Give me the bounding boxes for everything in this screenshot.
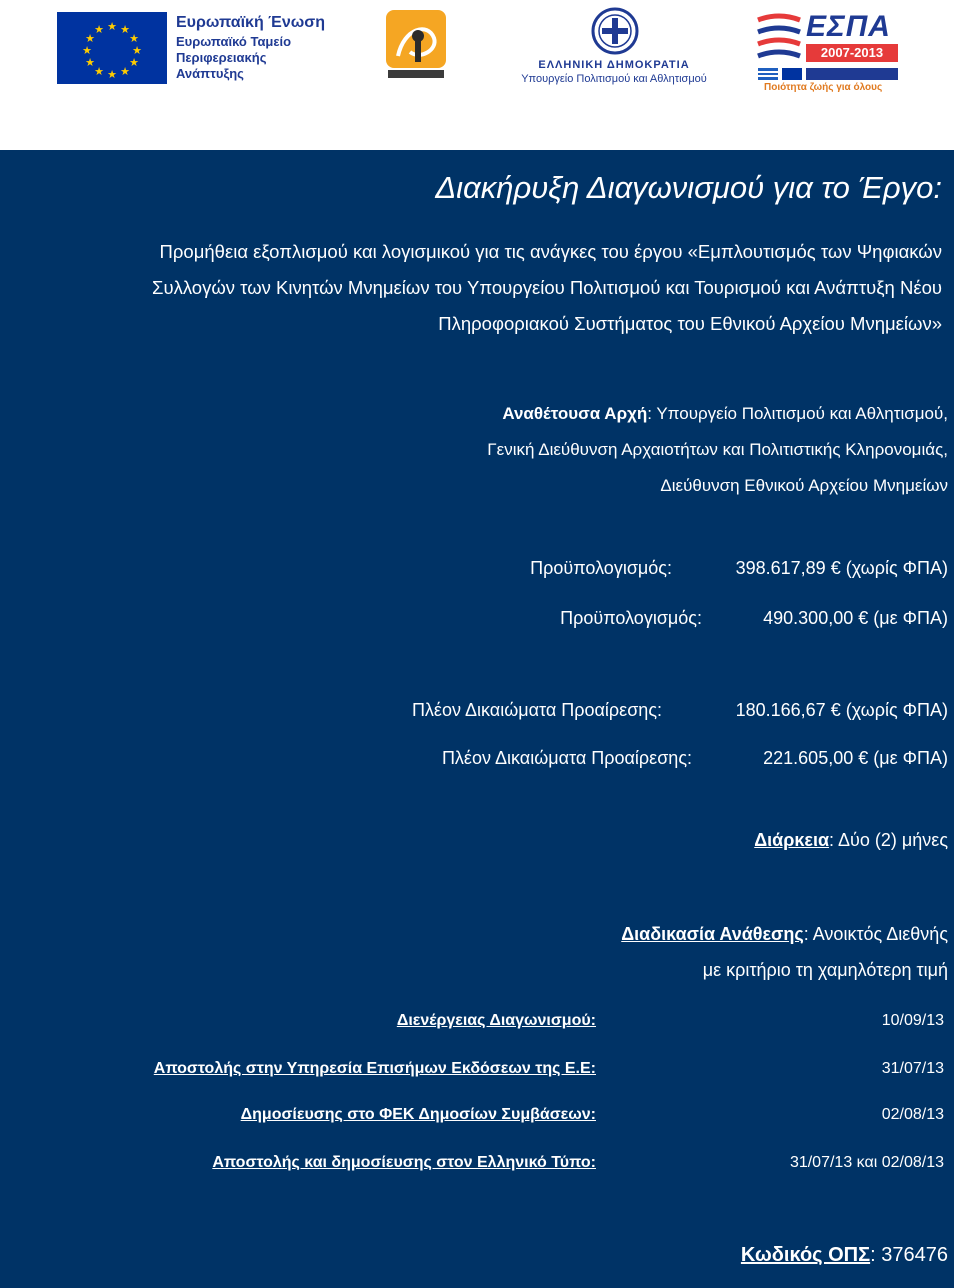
eu-fund-label: Ευρωπαϊκό Ταμείο bbox=[176, 34, 292, 49]
procedure-label: Διαδικασία Ανάθεσης bbox=[621, 924, 804, 944]
svg-text:★: ★ bbox=[120, 23, 130, 36]
date-label-2: Αποστολής στην Υπηρεσία Επισήμων Εκδόσεων της Ε.Ε: bbox=[153, 1060, 596, 1077]
svg-text:★: ★ bbox=[85, 32, 95, 45]
espa-years: 2007-2013 bbox=[806, 44, 898, 62]
espa-motto: Ποιότητα ζωής για όλους bbox=[764, 82, 883, 93]
authority-line-2: Γενική Διεύθυνση Αρχαιοτήτων και Πολιτιστικής Κληρονομιάς, bbox=[487, 440, 948, 459]
date-label-1: Διενέργειας Διαγωνισμού: bbox=[396, 1012, 596, 1029]
ops-code-label: Κωδικός ΟΠΣ bbox=[740, 1244, 871, 1266]
duration-value: Δύο (2) μήνες bbox=[838, 830, 948, 850]
budget-value-2: 490.300,00 € (με ΦΠΑ) bbox=[763, 608, 948, 628]
document-title: Διακήρυξη Διαγωνισμού για το Έργο: bbox=[435, 170, 942, 205]
option-label-2: Πλέον Δικαιώματα Προαίρεσης: bbox=[441, 748, 692, 768]
svg-text:★: ★ bbox=[85, 56, 95, 69]
duration-label: Διάρκεια bbox=[754, 830, 830, 850]
option-value-1: 180.166,67 € (χωρίς ΦΠΑ) bbox=[735, 700, 948, 720]
award-procedure: Διαδικασία Ανάθεσης: Ανοικτός Διεθνής bbox=[621, 924, 948, 944]
budget-label-1: Προϋπολογισμός: bbox=[530, 558, 672, 578]
authority-label: Αναθέτουσα Αρχή bbox=[502, 404, 648, 423]
eu-fund-text bbox=[176, 12, 346, 82]
budget-value-1: 398.617,89 € (χωρίς ΦΠΑ) bbox=[735, 558, 948, 578]
greek-republic-text bbox=[490, 58, 738, 86]
svg-text:★: ★ bbox=[107, 20, 117, 33]
budget-label-2: Προϋπολογισμός: bbox=[560, 608, 702, 628]
espa-logo bbox=[754, 10, 904, 98]
project-subject bbox=[152, 234, 942, 342]
date-value-3: 02/08/13 bbox=[881, 1106, 944, 1123]
date-label-4: Αποστολής και δημοσίευσης στον Ελληνικό Τύπο: bbox=[212, 1154, 596, 1171]
ministry-label: Υπουργείο Πολιτισμού και Αθλητισμού bbox=[521, 73, 707, 85]
espa-flags-icon bbox=[758, 68, 898, 80]
ops-code-value: 376476 bbox=[881, 1244, 948, 1266]
duration: Διάρκεια: Δύο (2) μήνες bbox=[754, 830, 948, 850]
option-value-2: 221.605,00 € (με ΦΠΑ) bbox=[763, 748, 948, 768]
eu-development-label: Ανάπτυξης bbox=[176, 66, 244, 81]
svg-text:★: ★ bbox=[107, 68, 117, 81]
eu-flag-logo bbox=[57, 12, 167, 84]
date-value-1: 10/09/13 bbox=[881, 1012, 944, 1029]
logo-header bbox=[0, 0, 960, 150]
subject-line-3: Πληροφοριακού Συστήματος του Εθνικού Αρχείου Μνημείων» bbox=[438, 313, 942, 334]
greek-republic-emblem-icon bbox=[590, 6, 640, 56]
date-value-2: 31/07/13 bbox=[881, 1060, 944, 1077]
eu-regional-label: Περιφερειακής bbox=[176, 50, 267, 65]
digital-convergence-caption bbox=[372, 88, 468, 96]
authority-line-3: Διεύθυνση Εθνικού Αρχείου Μνημείων bbox=[660, 476, 948, 495]
svg-text:★: ★ bbox=[94, 65, 104, 78]
date-label-3: Δημοσίευσης στο ΦΕΚ Δημοσίων Συμβάσεων: bbox=[240, 1106, 596, 1123]
procedure-criterion: με κριτήριο τη χαμηλότερη τιμή bbox=[702, 960, 948, 980]
authority-line-1: Αναθέτουσα Αρχή: Υπουργείο Πολιτισμού και Αθλητισμού, bbox=[502, 404, 948, 423]
subject-line-2: Συλλογών των Κινητών Μνημείων του Υπουργείου Πολιτισμού και Τουρισμού και Ανάπτυξη Νέου bbox=[152, 277, 942, 298]
greek-republic-label: ΕΛΛΗΝΙΚΗ ΔΗΜΟΚΡΑΤΙΑ bbox=[538, 59, 690, 71]
authority-name: Υπουργείο Πολιτισμού και Αθλητισμού, bbox=[656, 404, 948, 423]
digital-convergence-swirl-icon bbox=[384, 8, 448, 86]
announcement-panel bbox=[0, 150, 954, 1288]
ops-code: Κωδικός ΟΠΣ: 376476 bbox=[740, 1244, 948, 1266]
subject-line-1: Προμήθεια εξοπλισμού και λογισμικού για τις ανάγκες του έργου «Εμπλουτισμός των Ψηφιακών bbox=[159, 241, 942, 262]
svg-text:★: ★ bbox=[82, 44, 92, 57]
espa-stripes-icon bbox=[754, 12, 804, 64]
svg-text:★: ★ bbox=[120, 65, 130, 78]
espa-title: ΕΣΠΑ bbox=[806, 10, 891, 43]
digital-convergence-logo bbox=[372, 8, 468, 118]
procedure-value: Ανοικτός Διεθνής bbox=[812, 924, 948, 944]
svg-text:★: ★ bbox=[129, 56, 139, 69]
date-value-4: 31/07/13 και 02/08/13 bbox=[789, 1154, 944, 1171]
contracting-authority bbox=[487, 396, 948, 504]
svg-text:★: ★ bbox=[94, 23, 104, 36]
svg-text:★: ★ bbox=[132, 44, 142, 57]
svg-text:★: ★ bbox=[129, 32, 139, 45]
option-label-1: Πλέον Δικαιώματα Προαίρεσης: bbox=[411, 700, 662, 720]
eu-union-label: Ευρωπαϊκή Ένωση bbox=[176, 14, 325, 31]
